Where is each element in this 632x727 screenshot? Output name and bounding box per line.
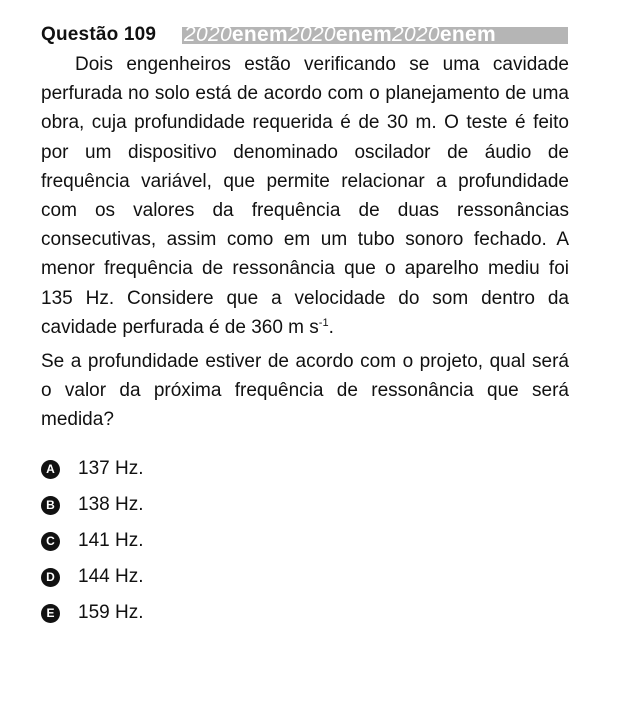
option-text: 159 Hz. (78, 602, 144, 623)
option-b[interactable] (41, 487, 581, 523)
question-number: Questão 109 (41, 24, 157, 45)
banner-year: 2020 (184, 27, 232, 44)
question-statement (41, 50, 569, 342)
option-letter-badge: E (41, 604, 60, 623)
banner-year: 2020 (391, 27, 440, 44)
option-letter-badge: C (41, 532, 60, 551)
enem-watermark-banner (182, 27, 568, 44)
option-d[interactable] (41, 559, 581, 595)
option-text: 137 Hz. (78, 458, 144, 479)
statement-text: Dois engenheiros estão verificando se uma cavidade perfurada no solo está de acordo com o planejamento de uma obra, cuja profundidade requerida é de 30 m. O teste é feito por um dispositivo denominado oscilador de áudio de frequência variável, que permite relacionar a profundidade com os valores da frequência de duas ressonâncias consecutivas, assim como em um tubo sonoro fechado. A menor frequência de ressonância que o aparelho mediu foi 135 Hz. Considere que a velocidade do som dentro da cavidade perfurada é de 360 m s (41, 54, 569, 338)
option-text: 138 Hz. (78, 494, 144, 515)
option-letter-badge: D (41, 568, 60, 587)
banner-text (184, 27, 496, 44)
option-text: 144 Hz. (78, 566, 144, 587)
option-text: 141 Hz. (78, 530, 144, 551)
unit-exponent: -1 (318, 316, 329, 329)
option-a[interactable] (41, 451, 581, 487)
banner-brand: enem (439, 27, 496, 44)
option-e[interactable] (41, 595, 581, 631)
question-prompt: Se a profundidade estiver de acordo com o projeto, qual será o valor da próxima frequência de ressonância que será medida? (41, 351, 569, 431)
question-header (41, 24, 156, 46)
option-letter-badge: A (41, 460, 60, 479)
banner-year: 2020 (287, 27, 336, 44)
statement-end: . (328, 316, 334, 338)
banner-brand: enem (335, 27, 392, 44)
option-letter-badge: B (41, 496, 60, 515)
answer-options (41, 451, 581, 631)
option-c[interactable] (41, 523, 581, 559)
banner-brand: enem (231, 27, 288, 44)
question-body (41, 50, 569, 435)
